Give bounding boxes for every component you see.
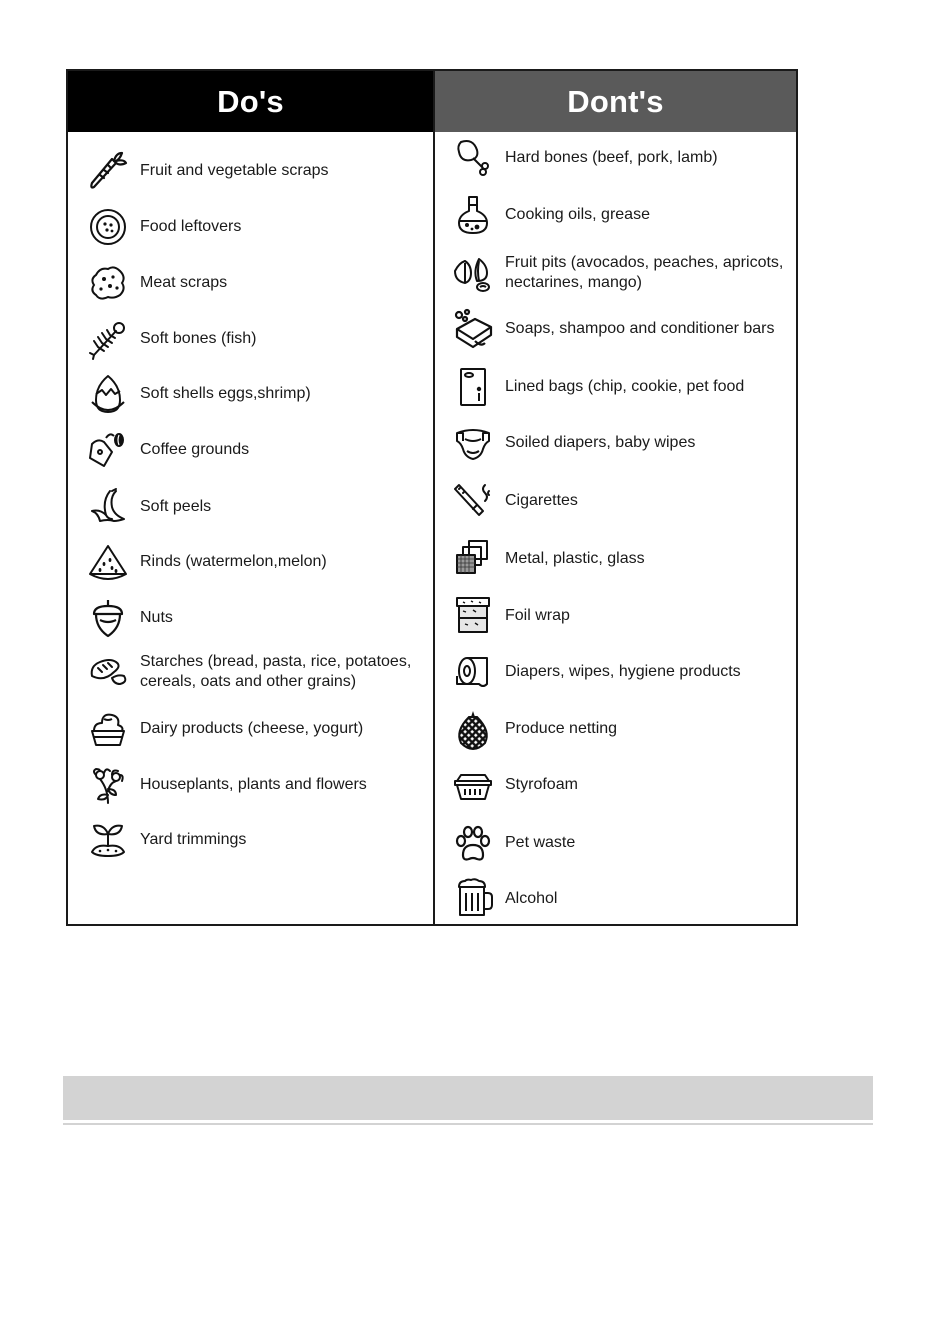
carrot-icon xyxy=(84,148,132,194)
cracked-egg-icon xyxy=(84,371,132,417)
dos-item-label: Rinds (watermelon,melon) xyxy=(140,553,327,570)
diaper-icon xyxy=(449,420,497,466)
donts-item-label: Diapers, wipes, hygiene products xyxy=(505,663,741,680)
donts-item-soiled-diapers xyxy=(435,417,796,469)
dos-item-label: Dairy products (cheese, yogurt) xyxy=(140,720,364,737)
watermelon-slice-icon xyxy=(84,539,132,585)
dos-item-label: Soft bones (fish) xyxy=(140,330,257,347)
dos-header: Do's xyxy=(68,71,433,132)
materials-icon xyxy=(449,536,497,582)
dos-item-soft-peels xyxy=(68,481,433,533)
donts-item-foil-wrap xyxy=(435,590,796,642)
dos-item-soft-bones xyxy=(68,313,433,365)
fish-bone-icon xyxy=(84,316,132,362)
oil-bottle-icon xyxy=(449,192,497,238)
donts-item-lined-bags xyxy=(435,361,796,413)
donts-header: Dont's xyxy=(435,71,796,132)
dos-item-rinds xyxy=(68,536,433,588)
meat-scraps-icon xyxy=(84,260,132,306)
donts-column xyxy=(435,71,796,924)
dos-item-label: Yard trimmings xyxy=(140,831,247,848)
donts-item-label: Cooking oils, grease xyxy=(505,206,650,223)
donts-item-label: Fruit pits (avocados, peaches, apricots, nectarines, mango) xyxy=(505,254,784,291)
donts-item-cooking-oils xyxy=(435,189,796,241)
footer-rule xyxy=(63,1123,873,1125)
donts-item-pet-waste xyxy=(435,817,796,869)
dos-item-label: Coffee grounds xyxy=(140,441,250,458)
donts-item-metal-plastic-glass xyxy=(435,533,796,585)
yogurt-cup-icon xyxy=(84,706,132,752)
donts-item-alcohol xyxy=(435,873,796,925)
dos-item-label: Nuts xyxy=(140,609,173,626)
dos-item-meat-scraps xyxy=(68,257,433,309)
bread-icon xyxy=(84,649,132,695)
coffee-bag-icon xyxy=(84,427,132,473)
produce-net-icon xyxy=(449,706,497,752)
dos-item-coffee-grounds xyxy=(68,424,433,476)
donts-item-cigarettes xyxy=(435,475,796,527)
foil-wrap-icon xyxy=(449,593,497,639)
banana-peel-icon xyxy=(84,484,132,530)
dos-item-label: Meat scraps xyxy=(140,274,228,291)
plate-leftovers-icon xyxy=(84,204,132,250)
drumstick-bone-icon xyxy=(449,135,497,181)
dos-item-yard-trimmings xyxy=(68,814,433,866)
soap-bar-icon xyxy=(449,306,497,352)
dos-item-food-leftovers xyxy=(68,201,433,253)
donts-item-label: Alcohol xyxy=(505,890,558,907)
donts-item-label: Foil wrap xyxy=(505,607,570,624)
dos-item-dairy xyxy=(68,703,433,755)
donts-item-produce-netting xyxy=(435,703,796,755)
donts-item-hygiene-products xyxy=(435,646,796,698)
styrofoam-container-icon xyxy=(449,762,497,808)
sprout-icon xyxy=(84,817,132,863)
dos-item-label: Houseplants, plants and flowers xyxy=(140,776,367,793)
donts-item-label: Produce netting xyxy=(505,720,618,737)
fruit-pits-icon xyxy=(449,250,497,296)
cigarette-icon xyxy=(449,478,497,524)
dos-item-label: Soft peels xyxy=(140,498,212,515)
donts-item-label: Pet waste xyxy=(505,834,576,851)
donts-item-label: Lined bags (chip, cookie, pet food xyxy=(505,378,745,395)
dos-item-label: Fruit and vegetable scraps xyxy=(140,162,329,179)
dos-item-houseplants xyxy=(68,759,433,811)
donts-item-soaps xyxy=(435,303,796,355)
footer-bar xyxy=(63,1076,873,1120)
donts-item-label: Soaps, shampoo and conditioner bars xyxy=(505,320,775,337)
donts-item-styrofoam xyxy=(435,759,796,811)
dos-item-nuts xyxy=(68,592,433,644)
donts-item-fruit-pits xyxy=(435,247,796,299)
dos-item-label: Starches (bread, pasta, rice, potatoes, cereals, oats and other grains) xyxy=(140,653,412,690)
donts-item-label: Styrofoam xyxy=(505,776,578,793)
donts-item-label: Cigarettes xyxy=(505,492,578,509)
dos-item-fruit-vegetable-scraps xyxy=(68,145,433,197)
flower-icon xyxy=(84,762,132,808)
paper-roll-icon xyxy=(449,649,497,695)
dos-column xyxy=(68,71,435,924)
dos-item-label: Soft shells eggs,shrimp) xyxy=(140,385,311,402)
lined-bag-icon xyxy=(449,364,497,410)
donts-item-label: Hard bones (beef, pork, lamb) xyxy=(505,149,718,166)
donts-item-label: Metal, plastic, glass xyxy=(505,550,645,567)
beer-mug-icon xyxy=(449,876,497,922)
donts-item-hard-bones xyxy=(435,132,796,184)
dos-item-starches xyxy=(68,646,433,698)
dos-item-label: Food leftovers xyxy=(140,218,242,235)
paw-print-icon xyxy=(449,820,497,866)
dos-item-soft-shells xyxy=(68,368,433,420)
donts-item-label: Soiled diapers, baby wipes xyxy=(505,434,696,451)
acorn-icon xyxy=(84,595,132,641)
dos-donts-table xyxy=(66,69,798,926)
